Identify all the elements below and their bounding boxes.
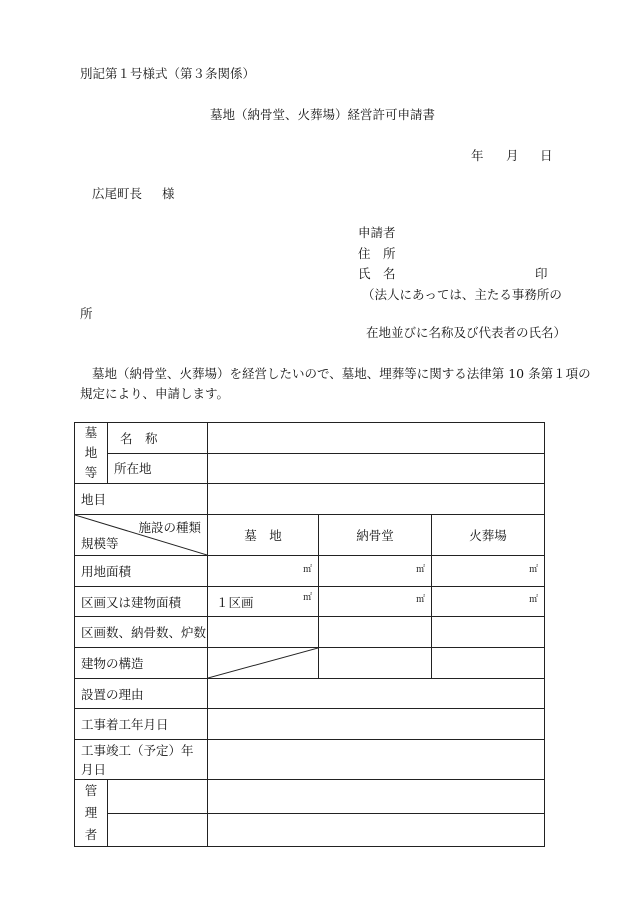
facility-type-label: 施設の種類 (138, 520, 201, 535)
start-date-label: 工事着工年月日 (75, 709, 208, 740)
address-label: 住 所 (358, 246, 396, 261)
grave-char-2: 地 (84, 445, 98, 460)
applicant-label: 申請者 (358, 225, 396, 240)
site-area-crematorium[interactable] (432, 556, 545, 587)
manager-char-2: 理 (84, 805, 98, 820)
plot-area-grave[interactable] (208, 587, 319, 617)
sqm-unit: ㎡ (415, 564, 425, 575)
grave-section-label (75, 423, 108, 484)
sqm-unit: ㎡ (302, 592, 312, 603)
addressee-suffix: 様 (162, 186, 175, 201)
manager-char-1: 管 (84, 783, 98, 798)
location-row-label: 所在地 (108, 453, 208, 484)
counts-ossuary[interactable] (319, 617, 432, 648)
name-field[interactable] (208, 423, 545, 454)
name-row-label: 名 称 (108, 423, 208, 454)
end-date-field[interactable] (208, 740, 545, 780)
manager-char-3: 者 (84, 827, 98, 842)
scale-label: 規模等 (81, 536, 119, 551)
structure-crematorium[interactable] (432, 648, 545, 679)
land-category-label: 地目 (75, 484, 208, 515)
counts-crematorium[interactable] (432, 617, 545, 648)
body-text: 墓地（納骨堂、火葬場）を経営したいので、墓地、埋葬等に関する法律第 10 条第１項の (92, 366, 591, 381)
date-year: 年 (471, 148, 484, 163)
date-month: 月 (506, 148, 519, 163)
document-title: 墓地（納骨堂、火葬場）経営許可申請書 (210, 107, 436, 122)
manager-section-label (75, 780, 108, 847)
corporate-note-wrap: 所 (80, 306, 93, 321)
corporate-note-2: 在地並びに名称及び代表者の氏名） (366, 325, 567, 340)
sqm-unit: ㎡ (302, 564, 312, 575)
structure-grave-na (208, 648, 319, 679)
manager-field-2[interactable] (208, 813, 545, 847)
end-date-label: 工事竣工（予定）年月日 (75, 740, 208, 780)
facility-scale-header (75, 515, 208, 556)
counts-label: 区画数、納骨数、炉数 (75, 617, 208, 648)
sqm-unit: ㎡ (529, 564, 539, 575)
form-number: 別記第１号様式（第３条関係） (80, 66, 256, 81)
sqm-unit: ㎡ (415, 595, 425, 605)
plot-area-ossuary[interactable] (319, 587, 432, 617)
col-crematorium-header: 火葬場 (432, 515, 545, 556)
plot-area-crematorium[interactable] (432, 587, 545, 617)
grave-char-1: 墓 (84, 425, 98, 440)
land-category-field[interactable] (208, 484, 545, 515)
counts-grave[interactable] (208, 617, 319, 648)
diagonal-line (208, 648, 318, 678)
col-grave-header: 墓 地 (208, 515, 319, 556)
addressee: 広尾町長 (92, 186, 143, 201)
sqm-unit: ㎡ (529, 595, 539, 605)
body-text-2: 規定により、申請します。 (80, 386, 230, 401)
manager-field-1[interactable] (208, 780, 545, 814)
col-ossuary-header: 納骨堂 (319, 515, 432, 556)
corporate-note: （法人にあっては、主たる事務所の (362, 287, 562, 302)
date-day: 日 (540, 148, 553, 163)
plot-area-label: 区画又は建物面積 (75, 587, 208, 617)
site-area-ossuary[interactable] (319, 556, 432, 587)
structure-label: 建物の構造 (75, 648, 208, 679)
application-table (74, 422, 545, 847)
structure-ossuary[interactable] (319, 648, 432, 679)
location-field[interactable] (208, 453, 545, 484)
seal-mark: 印 (535, 266, 548, 281)
site-area-grave[interactable] (208, 556, 319, 587)
name-label: 氏 名 (358, 266, 396, 281)
reason-label: 設置の理由 (75, 679, 208, 709)
manager-row-1-label (108, 780, 208, 814)
manager-row-2-label (108, 813, 208, 847)
reason-field[interactable] (208, 679, 545, 709)
grave-char-3: 等 (84, 465, 98, 480)
plot-unit-prefix: １区画 (216, 594, 254, 610)
start-date-field[interactable] (208, 709, 545, 740)
site-area-label: 用地面積 (75, 556, 208, 587)
